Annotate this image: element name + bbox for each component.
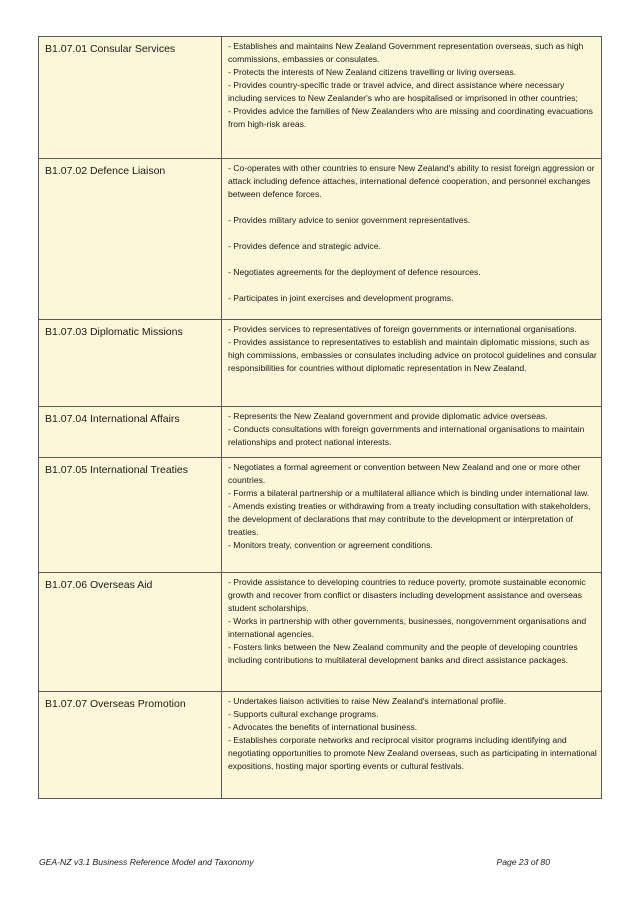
service-name: B1.07.05 International Treaties [39, 458, 222, 573]
table-row [39, 407, 602, 458]
document-title-footer: GEA-NZ v3.1 Business Reference Model and Taxonomy [39, 857, 254, 867]
service-name: B1.07.07 Overseas Promotion [39, 692, 222, 799]
description-line: - Represents the New Zealand government and provide diplomatic advice overseas. [228, 411, 548, 421]
table-row [39, 458, 602, 573]
description-line: - Provide assistance to developing countries to reduce poverty, promote sustainable economic growth and recover from conflict or disasters including development assistance and overseas student scholarships. [228, 577, 586, 613]
description-line: - Supports cultural exchange programs. [228, 709, 379, 719]
description-line: - Provides assistance to representatives to establish and maintain diplomatic missions, such as high commissions, embassies or consulates including advice on protocol guidelines and consular responsibilities for countries without diplomatic representation in New Zealand. [228, 337, 597, 373]
description-line: - Amends existing treaties or withdrawing from a treaty including consultation with stakeholders, the development of declarations that may contribute to the development or interpretation of treaties. [228, 501, 591, 537]
description-line: - Undertakes liaison activities to raise New Zealand's international profile. [228, 696, 507, 706]
description-line: - Conducts consultations with foreign governments and international organisations to maintain relationships and protect national interests. [228, 424, 585, 447]
service-name: B1.07.06 Overseas Aid [39, 573, 222, 692]
service-description [222, 407, 602, 458]
service-description [222, 692, 602, 799]
description-line: - Provides advice the families of New Zealanders who are missing and coordinating evacuations from high-risk areas. [228, 106, 593, 129]
table-row [39, 159, 602, 320]
description-line: - Establishes and maintains New Zealand Government representation overseas, such as high commissions, embassies or consulates. [228, 41, 584, 64]
table-row [39, 573, 602, 692]
service-description [222, 320, 602, 407]
description-line: - Monitors treaty, convention or agreement conditions. [228, 540, 433, 550]
description-line: - Negotiates agreements for the deployment of defence resources. [228, 267, 481, 277]
service-description [222, 573, 602, 692]
description-line: - Provides services to representatives of foreign governments or international organisations. [228, 324, 577, 334]
description-line: - Establishes corporate networks and reciprocal visitor programs including identifying and negotiating opportunities to promote New Zealand overseas, such as participating in international expositions, hosting major sporting events or cultural festivals. [228, 735, 597, 771]
table-row [39, 692, 602, 799]
service-description [222, 458, 602, 573]
service-name: B1.07.02 Defence Liaison [39, 159, 222, 320]
table-row [39, 37, 602, 159]
reference-taxonomy-table [38, 36, 602, 799]
service-description [222, 159, 602, 320]
service-name: B1.07.01 Consular Services [39, 37, 222, 159]
description-line: - Negotiates a formal agreement or convention between New Zealand and one or more other countries. [228, 462, 581, 485]
service-name: B1.07.04 International Affairs [39, 407, 222, 458]
service-name: B1.07.03 Diplomatic Missions [39, 320, 222, 407]
table-row [39, 320, 602, 407]
description-line: - Fosters links between the New Zealand community and the people of developing countries including contributions to multilateral development banks and direct assistance packages. [228, 642, 578, 665]
description-line: - Provides military advice to senior government representatives. [228, 215, 471, 225]
description-line: - Provides defence and strategic advice. [228, 241, 381, 251]
description-line: - Provides country-specific trade or travel advice, and direct assistance where necessary including services to New Zealander's who are hospitalised or imprisoned in other countries; [228, 80, 578, 103]
description-line: - Participates in joint exercises and development programs. [228, 293, 454, 303]
description-line: - Co-operates with other countries to ensure New Zealand's ability to resist foreign aggression or attack including defence attaches, international defence cooperation, and personnel exchanges between defence forces. [228, 163, 595, 199]
description-line: - Forms a bilateral partnership or a multilateral alliance which is binding under international law. [228, 488, 590, 498]
description-line: - Advocates the benefits of international business. [228, 722, 418, 732]
description-line: - Protects the interests of New Zealand citizens travelling or living overseas. [228, 67, 517, 77]
description-line: - Works in partnership with other governments, businesses, nongovernment organisations and international agencies. [228, 616, 587, 639]
page-number: Page 23 of 80 [496, 857, 550, 867]
service-description [222, 37, 602, 159]
